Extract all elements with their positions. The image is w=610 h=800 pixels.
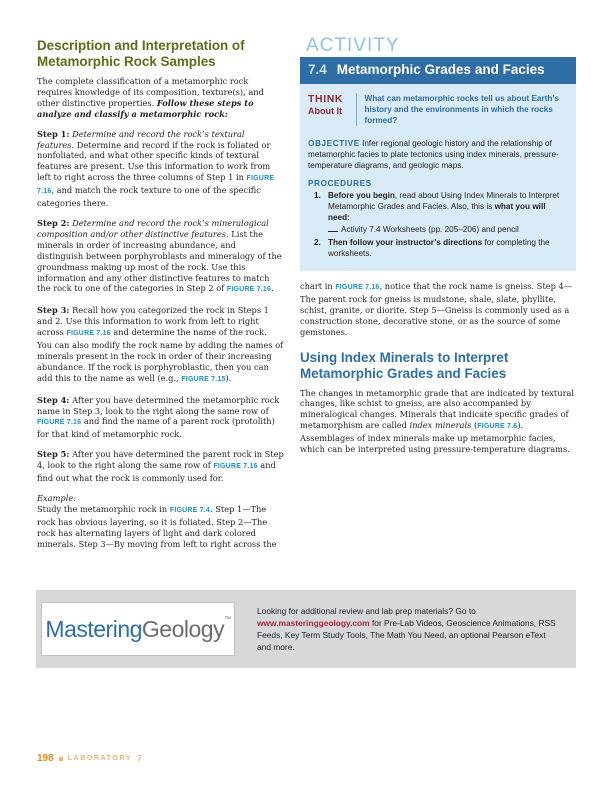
step-3-text-a: Recall how you categorized the rock in Steps 1 and 2. Use this information to work from left to right across [37, 305, 269, 338]
page-number: 198 [37, 753, 54, 764]
figure-ref-link[interactable]: FIGURE 7.16 [335, 284, 380, 291]
banner-text [257, 605, 557, 653]
step-1-text-b: , and match the rock texture to one of the specific categories there. [37, 185, 261, 209]
think-word: THINK [308, 93, 344, 105]
index-text-a: The changes in metamorphic grade that are indicated by textural changes, like schist to gneiss, are also accompanied by mineralogical changes. Minerals that indicate specific grades of metamorphism are called [300, 387, 575, 431]
banner-text-b: for Pre-Lab Videos, Geoscience Animations, RSS Feeds, Key Term Study Tools, The Math You Need, an optional Pearson eText and more. [257, 618, 556, 652]
procedures-list [300, 190, 576, 259]
think-about: About It [308, 106, 342, 116]
footer-square-icon [59, 757, 63, 761]
intro-text: The complete classification of a metamorphic rock requires knowledge of its composition, texture(s), and other distinctive properties. [37, 76, 264, 108]
step-3-text-b: and determine the name of the rock. You can also modify the rock name by adding the names of minerals present in the rock in order of their increasing abundance. If the rock is porphyroblastic, then you can add this to the name as well (e.g., [37, 327, 284, 383]
procedure-item [314, 237, 568, 259]
procedure-item [314, 190, 568, 235]
procedure-2-text: for completing the worksheets. [328, 238, 550, 258]
figure-ref-link[interactable]: FIGURE 7.16 [37, 175, 275, 196]
procedure-2-bold: Then follow your instructor’s directions [328, 238, 483, 247]
step-2-text-a: List the minerals in order of increasing abundance, and distinguish between porphyroblasts and mineralogy of the groundmass making up most of the rock. Use this information and any other distinctive features to match the rock to one of the categories in Step 2 of [37, 228, 282, 294]
example-text-b: . Step 1—The rock has obvious layering, so it is foliated. Step 2—The rock has alternating layers of light and dark colored minerals. Step 3—By moving from left to right across the [37, 503, 277, 549]
figure-ref-link[interactable]: FIGURE 7.16 [226, 286, 272, 294]
procedure-text [328, 237, 568, 259]
logo-tm: ™ [224, 615, 231, 623]
procedure-1-bold-2: what you will need: [328, 202, 546, 222]
think-label [308, 93, 352, 126]
figure-ref-link[interactable]: FIGURE 7.6 [477, 423, 518, 431]
procedure-text [328, 190, 568, 235]
procedure-1-text: , read about Using Index Minerals to Interpret Metamorphic Grades and Facies. Also, this is [328, 191, 560, 211]
mastering-geology-banner [36, 590, 576, 668]
step-2-heading: Determine and record the rock’s mineralogical composition and/or other distinctive features. [37, 217, 269, 239]
figure-ref-link[interactable]: FIGURE 7.16 [66, 330, 111, 338]
figure-ref-link[interactable]: FIGURE 7.16 [37, 419, 82, 427]
example-label: Example: [37, 493, 76, 503]
section-title-description: Description and Interpretation of Metamorphic Rock Samples [37, 38, 245, 69]
think-about-it [300, 84, 576, 132]
index-text-b: ( [473, 420, 478, 431]
figure-ref-link[interactable]: FIGURE 7.15 [181, 375, 226, 383]
step-2-text-b: . [271, 283, 274, 294]
section-title-index-minerals: Using Index Minerals to Interpret Metamorphic Grades and Facies [300, 349, 509, 381]
objective-text: Infer regional geologic history and the relationship of metamorphic facies to plate tectonics using index minerals, pressure-temperature diagrams, and geologic maps. [308, 139, 559, 170]
step-4-paragraph [37, 395, 284, 441]
step-4-text-b: and find the name of a parent rock (protolith) for that kind of metamorphic rock. [37, 416, 275, 440]
activity-number: 7.4 [308, 62, 327, 77]
left-column [37, 38, 284, 559]
index-minerals-term: index minerals [409, 420, 472, 431]
step-1-text-a: Determine and record if the rock is foliated or nonfoliated, and what other specific kinds of textural features are present. Use this information to work from left to right across the three columns of Step 1 in [37, 139, 271, 183]
logo-geology: Geology [141, 615, 225, 642]
procedure-number: 2. [314, 238, 321, 247]
logo-text [45, 616, 230, 643]
example-paragraph [37, 493, 284, 550]
continued-text-a: chart in [300, 281, 333, 291]
step-4-label: Step 4: [37, 394, 70, 405]
step-5-paragraph [37, 449, 284, 484]
step-5-text-b: and find out what the rock is commonly used for. [37, 460, 276, 484]
intro-bold-text: Follow these steps to analyze and classify a metamorphic rock: [37, 97, 254, 119]
activity-word: ACTIVITY [300, 36, 576, 57]
step-1-paragraph [37, 129, 284, 209]
page-footer [37, 753, 142, 764]
intro-paragraph [37, 76, 284, 120]
procedures-label: PROCEDURES [308, 179, 372, 188]
procedure-number: 1. [314, 191, 321, 200]
example-text-a: Study the metamorphic rock in [37, 503, 168, 514]
banner-url-link[interactable]: www.masteringgeology.com [257, 618, 370, 628]
step-2-label: Step 2: [37, 217, 70, 228]
objective-label: OBJECTIVE [308, 139, 360, 148]
step-3-paragraph [37, 305, 284, 385]
banner-text-a: Looking for additional review and lab prep materials? Go to [257, 606, 476, 616]
activity-header [300, 57, 576, 84]
step-5-label: Step 5: [37, 449, 70, 460]
worksheet-check-line [328, 224, 568, 235]
objective [300, 132, 576, 171]
step-4-text-a: After you have determined the metamorphic rock name in Step 3, look to the right along the same row of [37, 394, 280, 416]
step-1-label: Step 1: [37, 128, 70, 139]
activity-box [300, 36, 576, 271]
right-body [300, 271, 576, 455]
step-3-text-c: ). [225, 372, 232, 383]
continued-paragraph [300, 281, 576, 338]
step-3-label: Step 3: [37, 305, 70, 316]
laboratory-label: LABORATORY [67, 755, 133, 762]
right-column [300, 36, 576, 464]
step-5-text-a: After you have determined the parent rock in Step 4, look to the right along the same row of [37, 449, 284, 471]
index-text-c: ). Assemblages of index minerals make up metamorphic facies, which can be interpreted using pressure-temperature diagrams. [300, 420, 570, 455]
continued-text-b: , notice that the rock name is gneiss. Step 4—The parent rock for gneiss is mudstone, shale, slate, phyllite, schist, granite, or diorite. Step 5—Gneiss is commonly used as a construction stone, decorative stone, or as the source of some gemstones. [300, 281, 573, 337]
mastering-geology-logo[interactable] [41, 602, 235, 656]
figure-ref-link[interactable]: FIGURE 7.4 [169, 506, 210, 514]
check-blank[interactable] [328, 225, 338, 232]
index-minerals-paragraph [300, 388, 576, 455]
procedure-1-bold: Before you begin [328, 191, 395, 200]
logo-mastering: Mastering [45, 615, 142, 642]
step-1-heading: Determine and record the rock’s textural features. [37, 128, 245, 150]
procedure-1-sub: Activity 7.4 Worksheets (pp. 205–206) and pencil [341, 225, 519, 234]
step-2-paragraph [37, 218, 284, 296]
figure-ref-link[interactable]: FIGURE 7.16 [213, 463, 258, 471]
activity-title: Metamorphic Grades and Facies [336, 62, 545, 77]
think-question: What can metamorphic rocks tell us about Earth’s history and the environments in which the rocks formed? [364, 94, 559, 125]
laboratory-number: 7 [137, 754, 142, 763]
